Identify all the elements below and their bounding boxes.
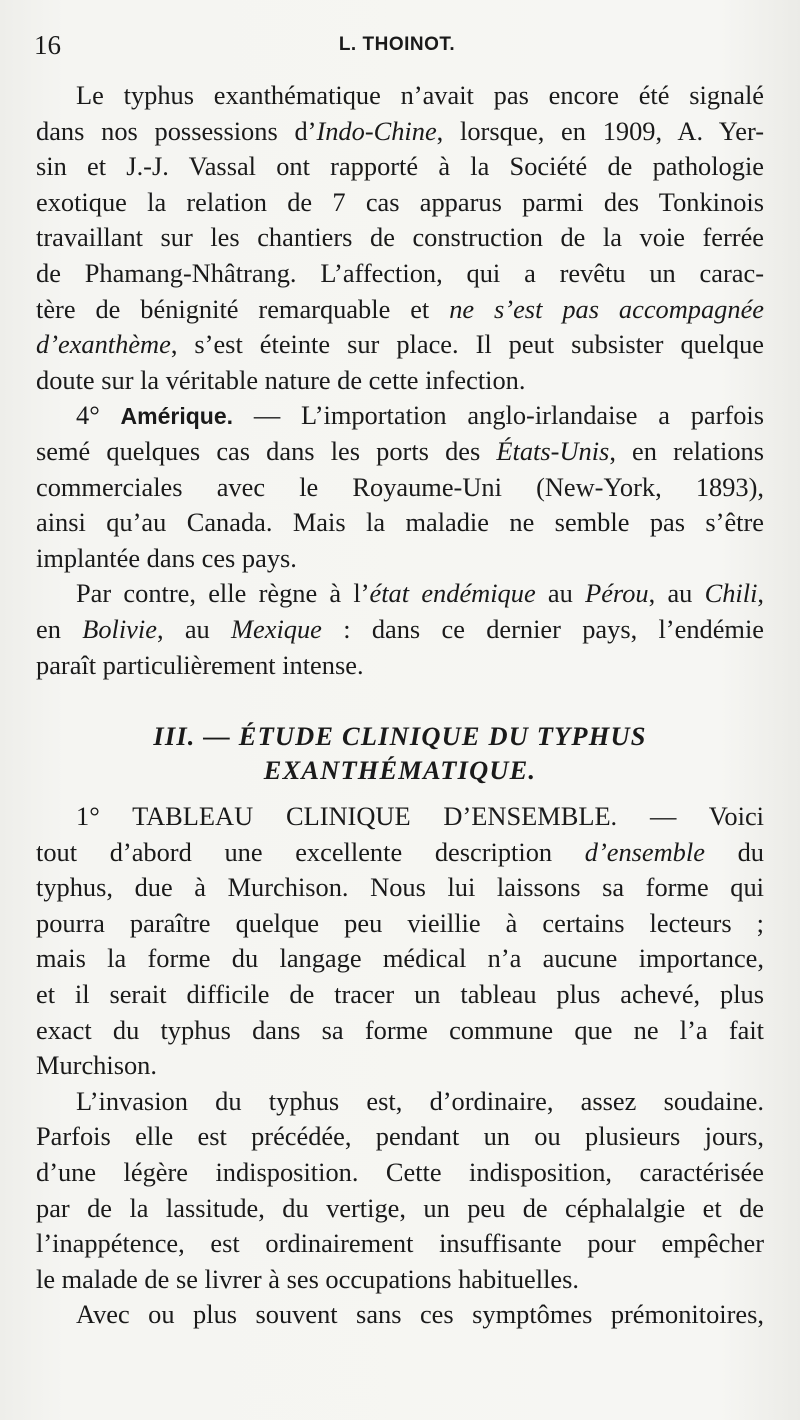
page-number: 16 [34, 30, 61, 60]
text-line: mais la forme du langage médical n’a aucune importance, [36, 943, 764, 974]
text-line: dans nos possessions d’Indo-Chine, lorsque, en 1909, A. Yer- [36, 115, 764, 146]
body-text [36, 78, 764, 1333]
text-line: Avec ou plus souvent sans ces symptômes prémonitoires, [76, 1299, 764, 1330]
text-line: Par contre, elle règne à l’état endémique au Pérou, au Chili, [76, 578, 765, 609]
text-line: sin et J.-J. Vassal ont rapporté à la Société de pathologie [36, 151, 764, 182]
text-line: d’une légère indisposition. Cette indisposition, caractérisée [36, 1157, 764, 1188]
text-line: 1° TABLEAU CLINIQUE D’ENSEMBLE. — Voici [76, 801, 764, 832]
text-line: tout d’abord une excellente description d’ensemble du [36, 836, 764, 867]
text-line: semé quelques cas dans les ports des États-Unis, en relations [36, 435, 764, 466]
text-line: d’exanthème, s’est éteinte sur place. Il peut subsister quelque [36, 329, 764, 360]
page-header [34, 30, 760, 70]
text-line: implantée dans ces pays. [36, 542, 297, 573]
text-line: ainsi qu’au Canada. Mais la maladie ne semble pas s’être [36, 507, 764, 538]
spacer [36, 683, 764, 719]
section-heading-continued: EXANTHÉMATIQUE. [263, 755, 537, 786]
text-line: de Phamang-Nhâtrang. L’affection, qui a revêtu un carac- [36, 257, 764, 288]
text-line: 4° Amérique. — L’importation anglo-irlandaise a parfois [76, 400, 764, 431]
text-line: par de la lassitude, du vertige, un peu de céphalalgie et de [36, 1192, 764, 1223]
section-heading: III. — ÉTUDE CLINIQUE DU TYPHUS [153, 721, 647, 752]
text-line: et il serait difficile de tracer un tableau plus achevé, plus [36, 979, 764, 1010]
text-line: l’inappétence, est ordinairement insuffisante pour empêcher [36, 1228, 764, 1259]
text-line: travaillant sur les chantiers de construction de la voie ferrée [36, 222, 764, 253]
text-line: typhus, due à Murchison. Nous lui laissons sa forme qui [36, 872, 764, 903]
spacer [36, 787, 764, 799]
text-line: Le typhus exanthématique n’avait pas encore été signalé [76, 80, 764, 110]
text-line: L’invasion du typhus est, d’ordinaire, assez soudaine. [76, 1085, 764, 1116]
text-line: paraît particulièrement intense. [36, 649, 364, 680]
text-line: commerciales avec le Royaume-Uni (New-York, 1893), [36, 471, 764, 502]
text-line: exact du typhus dans sa forme commune que ne l’a fait [36, 1014, 764, 1045]
text-line: en Bolivie, au Mexique : dans ce dernier pays, l’endémie [36, 613, 764, 644]
text-line: doute sur la véritable nature de cette infection. [36, 364, 526, 395]
text-line: exotique la relation de 7 cas apparus parmi des Tonkinois [36, 186, 764, 217]
text-line: tère de bénignité remarquable et ne s’est pas accompagnée [36, 293, 764, 324]
section-term-amerique: Amérique. [120, 403, 234, 430]
text-line: Murchison. [36, 1050, 157, 1081]
text-line: Parfois elle est précédée, pendant un ou plusieurs jours, [36, 1121, 764, 1152]
text-line: pourra paraître quelque peu vieillie à certains lecteurs ; [36, 907, 764, 938]
running-head: L. THOINOT. [338, 34, 456, 55]
text-line: le malade de se livrer à ses occupations habituelles. [36, 1263, 580, 1294]
